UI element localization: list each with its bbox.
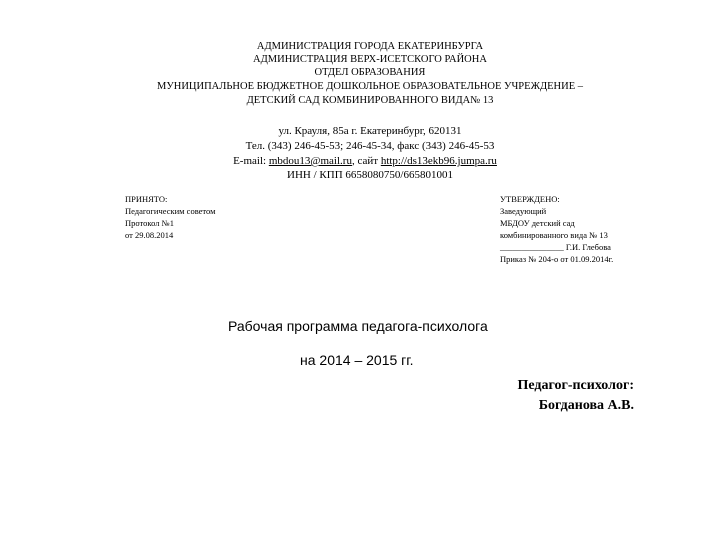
address-street: ул. Крауля, 85а г. Екатеринбург, 620131 bbox=[278, 125, 462, 137]
address-contacts bbox=[0, 154, 720, 169]
email-prefix: E-mail: bbox=[233, 155, 269, 167]
address-inn: ИНН / КПП 6658080750/665801001 bbox=[287, 169, 453, 181]
program-title: Рабочая программа педагога-психолога bbox=[228, 318, 488, 334]
header-line: АДМИНИСТРАЦИЯ ГОРОДА ЕКАТЕРИНБУРГА bbox=[256, 41, 484, 52]
accepted-line: от 29.08.2014 bbox=[125, 230, 174, 240]
author-block bbox=[420, 376, 634, 416]
site-prefix: , сайт bbox=[351, 155, 381, 167]
approved-line: УТВЕРЖДЕНО: bbox=[500, 194, 560, 204]
accepted-line: Педагогическим советом bbox=[125, 206, 216, 216]
approved-line: комбинированного вида № 13 bbox=[500, 230, 608, 240]
accepted-block bbox=[125, 193, 325, 241]
approved-line: _______________ Г.И. Глебова bbox=[500, 242, 611, 252]
approved-line: Заведующий bbox=[500, 206, 547, 216]
header-line: МУНИЦИПАЛЬНОЕ БЮДЖЕТНОЕ ДОШКОЛЬНОЕ ОБРАЗОВАТЕЛЬНОЕ УЧРЕЖДЕНИЕ – bbox=[156, 81, 584, 92]
header-line: ОТДЕЛ ОБРАЗОВАНИЯ bbox=[314, 67, 426, 78]
accepted-line: ПРИНЯТО: bbox=[125, 194, 168, 204]
site-link[interactable]: http://ds13ekb96.jumpa.ru bbox=[380, 155, 497, 167]
author-name: Богданова А.В. bbox=[538, 398, 634, 413]
program-period: на 2014 – 2015 гг. bbox=[300, 352, 414, 368]
address-phone: Тел. (343) 246-45-53; 246-45-34, факс (343) 246-45-53 bbox=[245, 140, 495, 152]
header-line: ДЕТСКИЙ САД КОМБИНИРОВАННОГО ВИДА№ 13 bbox=[246, 95, 494, 106]
author-role: Педагог-психолог: bbox=[517, 378, 634, 393]
accepted-line: Протокол №1 bbox=[125, 218, 174, 228]
approved-line: МБДОУ детский сад bbox=[500, 218, 575, 228]
approved-block bbox=[500, 193, 710, 265]
approved-line: Приказ № 204-о от 01.09.2014г. bbox=[500, 254, 614, 264]
email-link[interactable]: mbdou13@mail.ru bbox=[268, 155, 352, 167]
header-line: АДМИНИСТРАЦИЯ ВЕРХ-ИСЕТСКОГО РАЙОНА bbox=[253, 54, 487, 65]
